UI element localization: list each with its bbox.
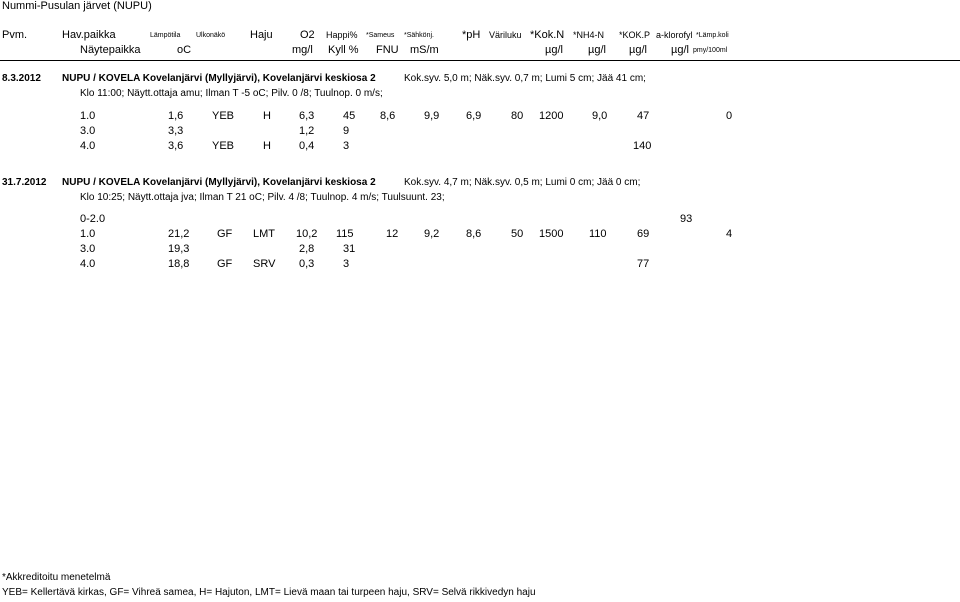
record-depth-info: Kok.syv. 5,0 m; Näk.syv. 0,7 m; Lumi 5 cm; Jää 41 cm; (404, 73, 646, 84)
header-unit-ugl-1: µg/l (545, 44, 563, 56)
header-sahkonj: *Sähkönj. (404, 32, 434, 39)
header-ph: *pH (462, 29, 481, 41)
header-kokp: *KOK.P (619, 30, 651, 40)
cell-depth: 4.0 (80, 258, 96, 270)
cell-look: YEB (212, 140, 235, 152)
cell-color: 80 (511, 110, 524, 122)
record-site: NUPU / KOVELA Kovelanjärvi (Myllyjärvi), Kovelanjärvi keskiosa 2 (62, 73, 376, 84)
cell-nh4: 110 (589, 228, 607, 240)
cell-totn: 1500 (539, 228, 564, 240)
cell-ph: 6,9 (466, 110, 482, 122)
cell-temp: 3,6 (168, 140, 184, 152)
cell-temp: 19,3 (168, 243, 190, 255)
footer-accredited-note: *Akkreditoitu menetelmä (2, 572, 111, 583)
header-lampotila: Lämpötila (150, 32, 181, 39)
cell-chl: 93 (680, 213, 693, 225)
cell-ph: 8,6 (466, 228, 482, 240)
cell-smell: SRV (253, 258, 276, 270)
record-sampling-info: Klo 10:25; Näytt.ottaja jva; Ilman T 21 oC; Pilv. 4 /8; Tuulnop. 4 m/s; Tuulsuunt. 23; (80, 192, 445, 203)
cell-o2: 2,8 (299, 243, 315, 255)
cell-depth: 4.0 (80, 140, 96, 152)
header-divider (0, 60, 960, 61)
cell-coli: 0 (726, 110, 733, 122)
cell-turb: 12 (386, 228, 399, 240)
cell-temp: 3,3 (168, 125, 184, 137)
cell-sat: 9 (343, 125, 350, 137)
cell-coli: 4 (726, 228, 733, 240)
record-date: 31.7.2012 (2, 177, 47, 188)
record-sampling-info: Klo 11:00; Näytt.ottaja amu; Ilman T -5 oC; Pilv. 0 /8; Tuulnop. 0 m/s; (80, 88, 383, 99)
cell-cond: 9,2 (424, 228, 440, 240)
header-variluku: Väriluku (489, 30, 522, 40)
header-happi: Happi% (326, 30, 358, 40)
cell-totp: 140 (633, 140, 652, 152)
cell-nh4: 9,0 (592, 110, 608, 122)
header-aklorofyl: a-klorofyl (656, 30, 693, 40)
cell-o2: 1,2 (299, 125, 315, 137)
header-unit-msm: mS/m (410, 44, 439, 56)
cell-smell: H (263, 140, 271, 152)
header-unit-fnu: FNU (376, 44, 399, 56)
record-date: 8.3.2012 (2, 73, 41, 84)
header-haju: Haju (250, 29, 273, 41)
cell-sat: 31 (343, 243, 356, 255)
cell-depth: 3.0 (80, 243, 96, 255)
cell-look: GF (217, 258, 233, 270)
cell-o2: 6,3 (299, 110, 315, 122)
record-depth-info: Kok.syv. 4,7 m; Näk.syv. 0,5 m; Lumi 0 cm; Jää 0 cm; (404, 177, 641, 188)
cell-temp: 1,6 (168, 110, 184, 122)
cell-temp: 21,2 (168, 228, 190, 240)
cell-o2: 0,3 (299, 258, 315, 270)
header-pvm: Pvm. (2, 29, 28, 41)
cell-smell: LMT (253, 228, 275, 240)
header-sameus: *Sameus (366, 32, 395, 39)
cell-color: 50 (511, 228, 524, 240)
header-unit-mgl: mg/l (292, 44, 313, 56)
cell-sat: 45 (343, 110, 356, 122)
cell-sat: 3 (343, 140, 350, 152)
cell-sat: 115 (336, 228, 354, 240)
cell-depth: 1.0 (80, 228, 96, 240)
header-unit-ugl-3: µg/l (629, 44, 647, 56)
record-site: NUPU / KOVELA Kovelanjärvi (Myllyjärvi), Kovelanjärvi keskiosa 2 (62, 177, 376, 188)
header-unit-kyll: Kyll % (328, 44, 359, 56)
header-unit-oc: oC (177, 44, 192, 56)
header-unit-ugl-4: µg/l (671, 44, 689, 56)
cell-totp: 77 (637, 258, 650, 270)
cell-look: YEB (212, 110, 235, 122)
header-nh4n: *NH4-N (573, 30, 605, 40)
cell-smell: H (263, 110, 271, 122)
cell-look: GF (217, 228, 233, 240)
cell-cond: 9,9 (424, 110, 440, 122)
cell-sat: 3 (343, 258, 350, 270)
cell-depth: 3.0 (80, 125, 96, 137)
header-havpaikka: Hav.paikka (62, 29, 116, 41)
header-naytepaikka: Näytepaikka (80, 44, 141, 56)
cell-turb: 8,6 (380, 110, 396, 122)
header-o2: O2 (300, 29, 315, 41)
header-unit-ugl-2: µg/l (588, 44, 606, 56)
cell-o2: 0,4 (299, 140, 315, 152)
header-unit-pmy: pmy/100ml (693, 47, 728, 54)
page-title: Nummi-Pusulan järvet (NUPU) (2, 0, 152, 12)
cell-temp: 18,8 (168, 258, 190, 270)
cell-depth: 0-2.0 (80, 213, 106, 225)
header-kokn: *Kok.N (530, 29, 565, 41)
cell-depth: 1.0 (80, 110, 96, 122)
cell-o2: 10,2 (296, 228, 318, 240)
cell-totp: 47 (637, 110, 650, 122)
footer-legend: YEB= Kellertävä kirkas, GF= Vihreä samea, H= Hajuton, LMT= Lievä maan tai turpeen haju, SRV= Selvä rikkivedyn haju (2, 587, 536, 598)
cell-totp: 69 (637, 228, 650, 240)
cell-totn: 1200 (539, 110, 564, 122)
header-ulkonako: Ulkonäkö (196, 32, 226, 39)
header-lampkoli: *Lämp.koli (696, 32, 729, 39)
